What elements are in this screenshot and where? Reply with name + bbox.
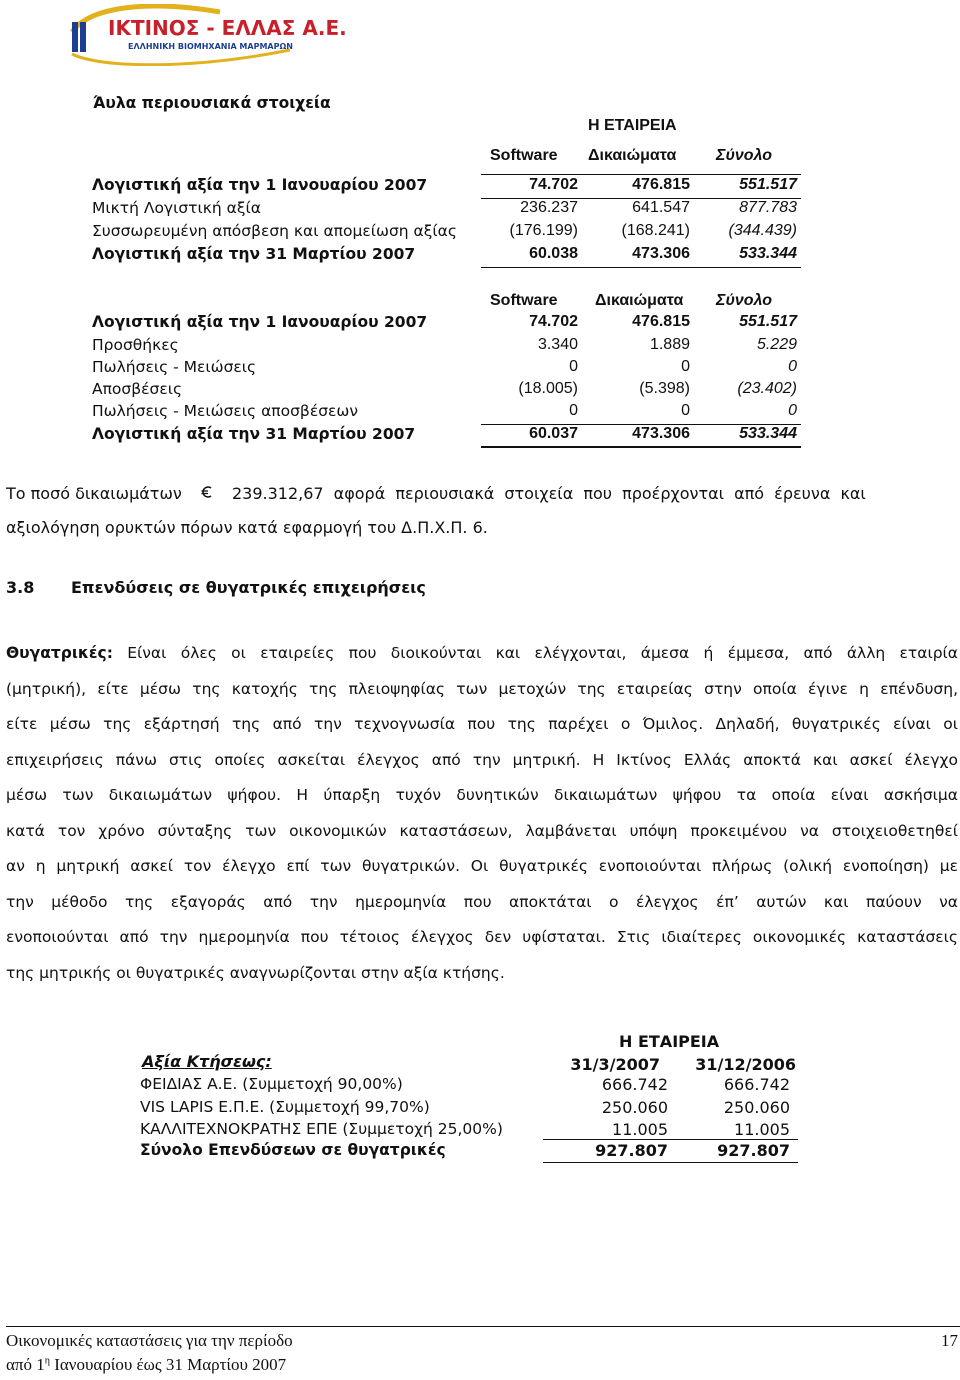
row-label: Πωλήσεις - Μειώσεις αποσβέσεων — [92, 402, 359, 420]
rights-note-line-1 — [6, 484, 958, 503]
rights-value: 0 — [681, 402, 690, 419]
investment-value-2: 11.005 — [734, 1120, 790, 1139]
table2-rule — [481, 447, 801, 448]
lead-term: Θυγατρικές: — [6, 644, 113, 662]
paragraph-line — [6, 636, 958, 672]
footer-line-2-sup: η — [44, 1355, 50, 1367]
line-text: μέσω των δικαιωμάτων ψήφου. Η ύπαρξη τυχόν δυνητικών δικαιωμάτων ψήφου τα οποία είναι ασκήσιμα — [6, 786, 958, 804]
software-value: (18.005) — [518, 380, 578, 397]
rights-value: 473.306 — [632, 425, 690, 442]
paragraph-line — [6, 849, 958, 885]
investment-name: ΦΕΙΔΙΑΣ Α.Ε. (Συμμετοχή 90,00%) — [140, 1075, 403, 1093]
col-rights: Δικαιώματα — [588, 147, 677, 164]
intangibles-title: Άυλα περιουσιακά στοιχεία — [93, 94, 331, 112]
company-heading: Η ΕΤΑΙΡΕΙΑ — [588, 117, 677, 134]
footer-divider — [6, 1326, 960, 1327]
investment-name: VIS LAPIS Ε.Π.Ε. (Συμμετοχή 99,70%) — [140, 1098, 430, 1116]
col-total-2: Σύνολο — [716, 292, 773, 309]
rights-note-a: Το ποσό δικαιωμάτων — [6, 484, 182, 503]
paragraph-line — [6, 778, 958, 814]
footer-line-2-a: από 1 — [6, 1355, 45, 1374]
investment-total-label: Σύνολο Επενδύσεων σε θυγατρικές — [140, 1141, 446, 1159]
investments-rule-top — [543, 1139, 798, 1140]
software-value: 0 — [569, 402, 578, 419]
total-value: 0 — [788, 402, 797, 419]
rights-note-b: 239.312,67 αφορά περιουσιακά στοιχεία που προέρχονται από έρευνα και — [231, 484, 866, 503]
line-text: (μητρική), είτε μέσω της κατοχής της πλειοψηφίας των μετοχών της εταιρείας στην οποία έγινε η επένδυση, — [6, 679, 958, 698]
line-text: αν η μητρική ασκεί τον έλεγχο επί των θυγατρικών. Οι θυγατρικές ενοποιούνται πλήρως (ολική ενοποίηση) με — [6, 857, 958, 875]
table2-row — [0, 336, 960, 358]
rights-value: 476.815 — [632, 176, 690, 193]
paragraph-line — [6, 885, 958, 921]
rights-value: 473.306 — [632, 245, 690, 262]
total-value: (23.402) — [737, 380, 797, 397]
software-value: (176.199) — [509, 222, 578, 239]
software-value: 60.038 — [529, 245, 578, 262]
software-value: 236.237 — [520, 199, 578, 216]
investment-row — [0, 1098, 960, 1120]
investment-total-1: 927.807 — [595, 1141, 668, 1160]
company-logo — [70, 4, 347, 66]
total-value: 533.344 — [739, 425, 797, 442]
row-label: Συσσωρευμένη απόσβεση και απομείωση αξίας — [92, 222, 457, 240]
investments-col-2: 31/12/2006 — [695, 1055, 796, 1074]
page-number: 17 — [941, 1331, 958, 1350]
footer-line-2-b: Ιανουαρίου έως 31 Μαρτίου 2007 — [49, 1355, 287, 1374]
total-value: 533.344 — [739, 245, 797, 262]
table2-row — [0, 313, 960, 335]
subsidiaries-paragraph — [6, 636, 958, 991]
total-value: 5.229 — [756, 336, 797, 353]
total-value: 0 — [788, 358, 797, 375]
investments-col-1: 31/3/2007 — [570, 1055, 660, 1074]
row-label: Αποσβέσεις — [92, 380, 183, 398]
total-value: 551.517 — [739, 313, 797, 330]
table1-top-rule — [481, 174, 801, 175]
table2-row — [0, 425, 960, 447]
rights-value: 1.889 — [649, 336, 690, 353]
table1-row — [0, 245, 960, 267]
acquisition-value-label: Αξία Κτήσεως: — [142, 1052, 272, 1071]
investment-value-1: 11.005 — [612, 1120, 668, 1139]
investment-row — [0, 1120, 960, 1142]
rights-value: 641.547 — [632, 199, 690, 216]
investment-value-1: 250.060 — [601, 1098, 668, 1117]
investment-value-2: 250.060 — [723, 1098, 790, 1117]
paragraph-line — [6, 672, 958, 708]
line-text: επιχειρήσεις πάνω στις οποίες ασκείται έλεγχος από την μητρική. Η Ικτίνος Ελλάς αποκτά και ασκεί έλεγχο — [6, 750, 958, 769]
paragraph-line — [6, 920, 958, 956]
investment-total-row — [0, 1141, 960, 1163]
line-text: την μέθοδο της εξαγοράς από την ημερομηνία που αποκτάται ο έλεγχος έπ’ αυτών και παύουν να — [6, 892, 958, 911]
software-value: 74.702 — [529, 313, 578, 330]
software-value: 3.340 — [537, 336, 578, 353]
table1-row — [0, 222, 960, 244]
paragraph-lines — [6, 636, 958, 991]
line-text: της μητρικής οι θυγατρικές αναγνωρίζονται στην αξία κτήσης. — [6, 963, 505, 982]
footer-line-2 — [6, 1355, 286, 1375]
table1-row — [0, 199, 960, 221]
software-value: 0 — [569, 358, 578, 375]
line-text: Είναι όλες οι εταιρείες που διοικούνται και ελέγχονται, άμεσα ή έμμεσα, από άλλη εταιρία — [112, 644, 958, 662]
total-value: 551.517 — [739, 176, 797, 193]
footer-line-1: Οικονομικές καταστάσεις για την περίοδο — [6, 1331, 293, 1350]
line-text: ενοποιούνται από την ημερομηνία που τέτοιος έλεγχος δεν υφίσταται. Στις ιδιαίτερες οικονομικές καταστάσεις — [6, 928, 958, 946]
row-label: Λογιστική αξία την 1 Ιανουαρίου 2007 — [92, 176, 428, 194]
row-label: Πωλήσεις - Μειώσεις — [92, 358, 257, 376]
paragraph-line — [6, 743, 958, 779]
row-label: Λογιστική αξία την 31 Μαρτίου 2007 — [92, 425, 416, 443]
total-value: (344.439) — [728, 222, 797, 239]
software-value: 60.037 — [529, 425, 578, 442]
rights-value: (5.398) — [639, 380, 690, 397]
col-software: Software — [490, 147, 558, 164]
investments-company-heading: Η ΕΤΑΙΡΕΙΑ — [619, 1032, 720, 1051]
line-text: κατά τον χρόνο σύνταξης των οικονομικών καταστάσεων, λαμβάνεται υπόψη προκειμένου να στοιχειοθετηθεί — [6, 821, 958, 840]
row-label: Προσθήκες — [92, 336, 179, 354]
col-software-2: Software — [490, 292, 558, 309]
rights-value: 476.815 — [632, 313, 690, 330]
line-text: είτε μέσω της εξάρτησή της από την τεχνογνωσία που της παρέχει ο Όμιλος. Δηλαδή, θυγατρικές είναι οι — [6, 715, 958, 733]
investments-rule-bottom — [543, 1162, 798, 1163]
investment-name: ΚΑΛΛΙΤΕΧΝΟΚΡΑΤΗΣ ΕΠΕ (Συμμετοχή 25,00%) — [140, 1120, 503, 1138]
rights-value: (168.241) — [621, 222, 690, 239]
rights-value: 0 — [681, 358, 690, 375]
paragraph-line — [6, 707, 958, 743]
total-value: 877.783 — [739, 199, 797, 216]
investment-value-2: 666.742 — [723, 1075, 790, 1094]
rights-note-line-2: αξιολόγηση ορυκτών πόρων κατά εφαρμογή του Δ.Π.Χ.Π. 6. — [6, 518, 488, 537]
investment-value-1: 666.742 — [601, 1075, 668, 1094]
row-label: Λογιστική αξία την 1 Ιανουαρίου 2007 — [92, 313, 428, 331]
col-total: Σύνολο — [716, 147, 773, 164]
table2-row — [0, 402, 960, 424]
col-rights-2: Δικαιώματα — [595, 292, 684, 309]
logo-text: ΙΚΤΙΝΟΣ - ΕΛΛΑΣ Α.Ε. — [108, 16, 347, 40]
table2-row — [0, 358, 960, 380]
table2-row — [0, 380, 960, 402]
investment-total-2: 927.807 — [717, 1141, 790, 1160]
row-label: Μικτή Λογιστική αξία — [92, 199, 261, 217]
table1-rule — [481, 267, 801, 268]
paragraph-line — [6, 814, 958, 850]
software-value: 74.702 — [529, 176, 578, 193]
table2-bottom-rule — [481, 446, 801, 447]
euro-icon — [187, 484, 227, 503]
table1-row — [0, 176, 960, 198]
paragraph-line — [6, 956, 958, 992]
section-title: Επενδύσεις σε θυγατρικές επιχειρήσεις — [71, 578, 426, 597]
logo-subtext: ΕΛΛΗΝΙΚΗ ΒΙΟΜΗΧΑΝΙΑ ΜΑΡΜΑΡΩΝ — [128, 42, 293, 51]
section-number: 3.8 — [6, 578, 35, 597]
investment-row — [0, 1075, 960, 1097]
row-label: Λογιστική αξία την 31 Μαρτίου 2007 — [92, 245, 416, 263]
